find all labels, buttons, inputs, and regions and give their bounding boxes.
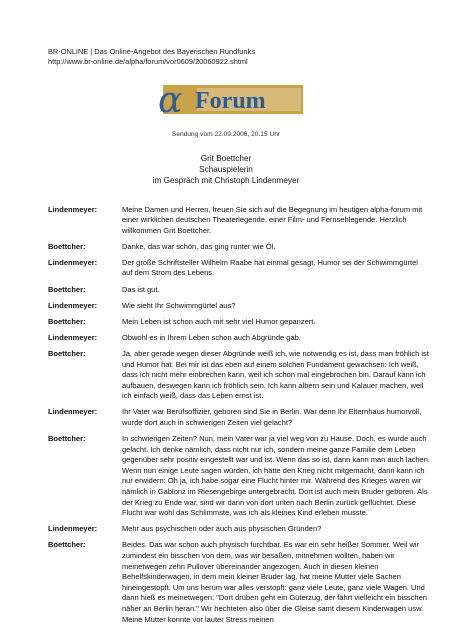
source-line: BR-ONLINE | Das Online-Angebot des Bayerischen Rundfunks bbox=[48, 47, 255, 56]
speaker-label: Lindenmeyer: bbox=[48, 204, 98, 214]
transcript-turn bbox=[48, 301, 430, 312]
alpha-forum-logo-graphic bbox=[155, 81, 305, 117]
speaker-label: Lindenmeyer: bbox=[48, 524, 98, 534]
speech-text: Danke, das war schön, das ging runter wie Öl. bbox=[122, 241, 276, 251]
transcript-turn bbox=[48, 205, 430, 237]
transcript-turn bbox=[48, 258, 430, 279]
alpha-symbol: α bbox=[158, 81, 183, 117]
speech-text: Mehr aus psychischen oder auch aus physischen Gründen? bbox=[122, 524, 322, 534]
guest-name: Grit Boettcher bbox=[200, 154, 252, 163]
transcript-turn bbox=[48, 434, 430, 519]
speech-text: Meine Damen und Herren, freuen Sie sich auf die Begegnung im heutigen alpha-forum mit einer wirklichen deutschen Theaterlegende, einer Film- und Fernsehlegende. Herzlich willkommen Grit Boettcher. bbox=[122, 204, 423, 235]
guest-info bbox=[0, 153, 452, 186]
source-url: http://www.br-online.de/alpha/forum/vor0609/20060922.shtml bbox=[48, 57, 248, 66]
speech-text: In schwierigen Zeiten? Nun, mein Vater war ja viel weg von zu Hause. Doch, es wurde auch gelacht. Ich denke nämlich, dass nicht nur ich, sondern meine ganze Familie dem Leben gegenüber sehr positiv eingestellt war und ist. Wenn das so ist, dann kann man auch lachen. Wenn nun einige Leute sagen würden, ich hätte den Krieg nicht mitgemacht, dann kann ich nur erwidern: Oh ja, ich habe sogar eine Flucht hinter mir. Während des Krieges waren wir nämlich in Gablonz im Riesengebirge untergebracht. Dort ist auch mein Bruder geboren. Als der Krieg zu Ende war, sind wir dann von dort unten nach Berlin zurück geflüchtet. Diese Flucht war wohl das Schlimmste, was ich als kleines Kind erleben musste. bbox=[122, 434, 430, 518]
transcript-turn bbox=[48, 285, 430, 296]
transcript-turn bbox=[48, 349, 430, 402]
speaker-label: Boettcher: bbox=[48, 348, 86, 358]
speaker-label: Lindenmeyer: bbox=[48, 300, 98, 310]
speech-text: Mein Leben ist schon auch mit sehr viel Humor gepanzert. bbox=[122, 316, 316, 326]
speech-text: Wie sieht Ihr Schwimmgürtel aus? bbox=[122, 300, 236, 310]
speech-text: Ja, aber gerade wegen dieser Abgründe weiß ich, wie notwendig es ist, dass man fröhlich ist und Humor hat. Bei mir ist das eben auf einem solchen Fundament gewachsen: Ich weiß, dass ich nicht mehr einbrechen kann, weil ich schon mal eingebrochen bin. Darauf kann ich aufbauen, deswegen kann ich fröhlich sein. Ich kann albern sein und Kalauer machen, weil ich einfach weiß, dass das Leben ernst ist. bbox=[122, 348, 429, 401]
speaker-label: Boettcher: bbox=[48, 540, 86, 550]
transcript-turn bbox=[48, 317, 430, 328]
transcript-turn bbox=[48, 407, 430, 428]
speaker-label: Boettcher: bbox=[48, 284, 86, 294]
alpha-forum-logo bbox=[155, 81, 305, 117]
speaker-label: Boettcher: bbox=[48, 316, 86, 326]
document-header bbox=[48, 47, 428, 67]
speaker-label: Lindenmeyer: bbox=[48, 257, 98, 267]
interview-line: im Gespräch mit Christoph Lindenmeyer bbox=[152, 176, 300, 185]
speech-text: Beides. Das war schon auch physisch furchtbar. Es war ein sehr heißer Sommer. Weil wir zumindest ein bisschen von dem, was wir besaßen, mitnehmen wollten, haben wir meinetwegen zehn Pullover übereinander angezogen. Auch in diesen kleinen Behelfskinderwagen, in dem mein kleiner Bruder lag, hat meine Mutter viele Sachen hineingestopft. Um uns herum war alles verstopft: ganz viele Leute, ganz viele Wagen. Und dann hieß es meinetwegen: "Dort drüben geht ein Güterzug, der fährt vielleicht ein bisschen näher an Berlin heran." Wir hechteten also über die Gleise samt diesem Kinderwagen usw. Meine Mutter konnte vor lauter Stress meinen bbox=[122, 540, 427, 624]
transcript-turn bbox=[48, 540, 430, 625]
speaker-label: Boettcher: bbox=[48, 241, 86, 251]
speech-text: Obwohl es in Ihrem Leben schon auch Abgründe gab. bbox=[122, 332, 301, 342]
transcript-turn bbox=[48, 333, 430, 344]
speaker-label: Boettcher: bbox=[48, 434, 86, 444]
guest-role: Schauspielerin bbox=[199, 165, 253, 174]
interview-transcript bbox=[48, 199, 430, 625]
broadcast-date: Sendung vom 22.09.2006, 20.15 Uhr bbox=[171, 131, 281, 138]
speech-text: Ihr Vater war Berufsoffizier, geboren sind Sie in Berlin. War denn Ihr Elternhaus humorvoll, wurde dort auch in schwierigen Zeiten viel gelacht? bbox=[122, 407, 422, 427]
transcript-turn bbox=[48, 524, 430, 535]
transcript-turn bbox=[48, 242, 430, 253]
speaker-label: Lindenmeyer: bbox=[48, 332, 98, 342]
speech-text: Der große Schriftsteller Wilhelm Raabe hat einmal gesagt, Humor sei der Schwimmgürtel auf dem Strom des Lebens. bbox=[122, 257, 418, 278]
speaker-label: Lindenmeyer: bbox=[48, 407, 98, 417]
forum-wordmark: Forum bbox=[195, 88, 266, 114]
speech-text: Das ist gut. bbox=[122, 284, 160, 294]
